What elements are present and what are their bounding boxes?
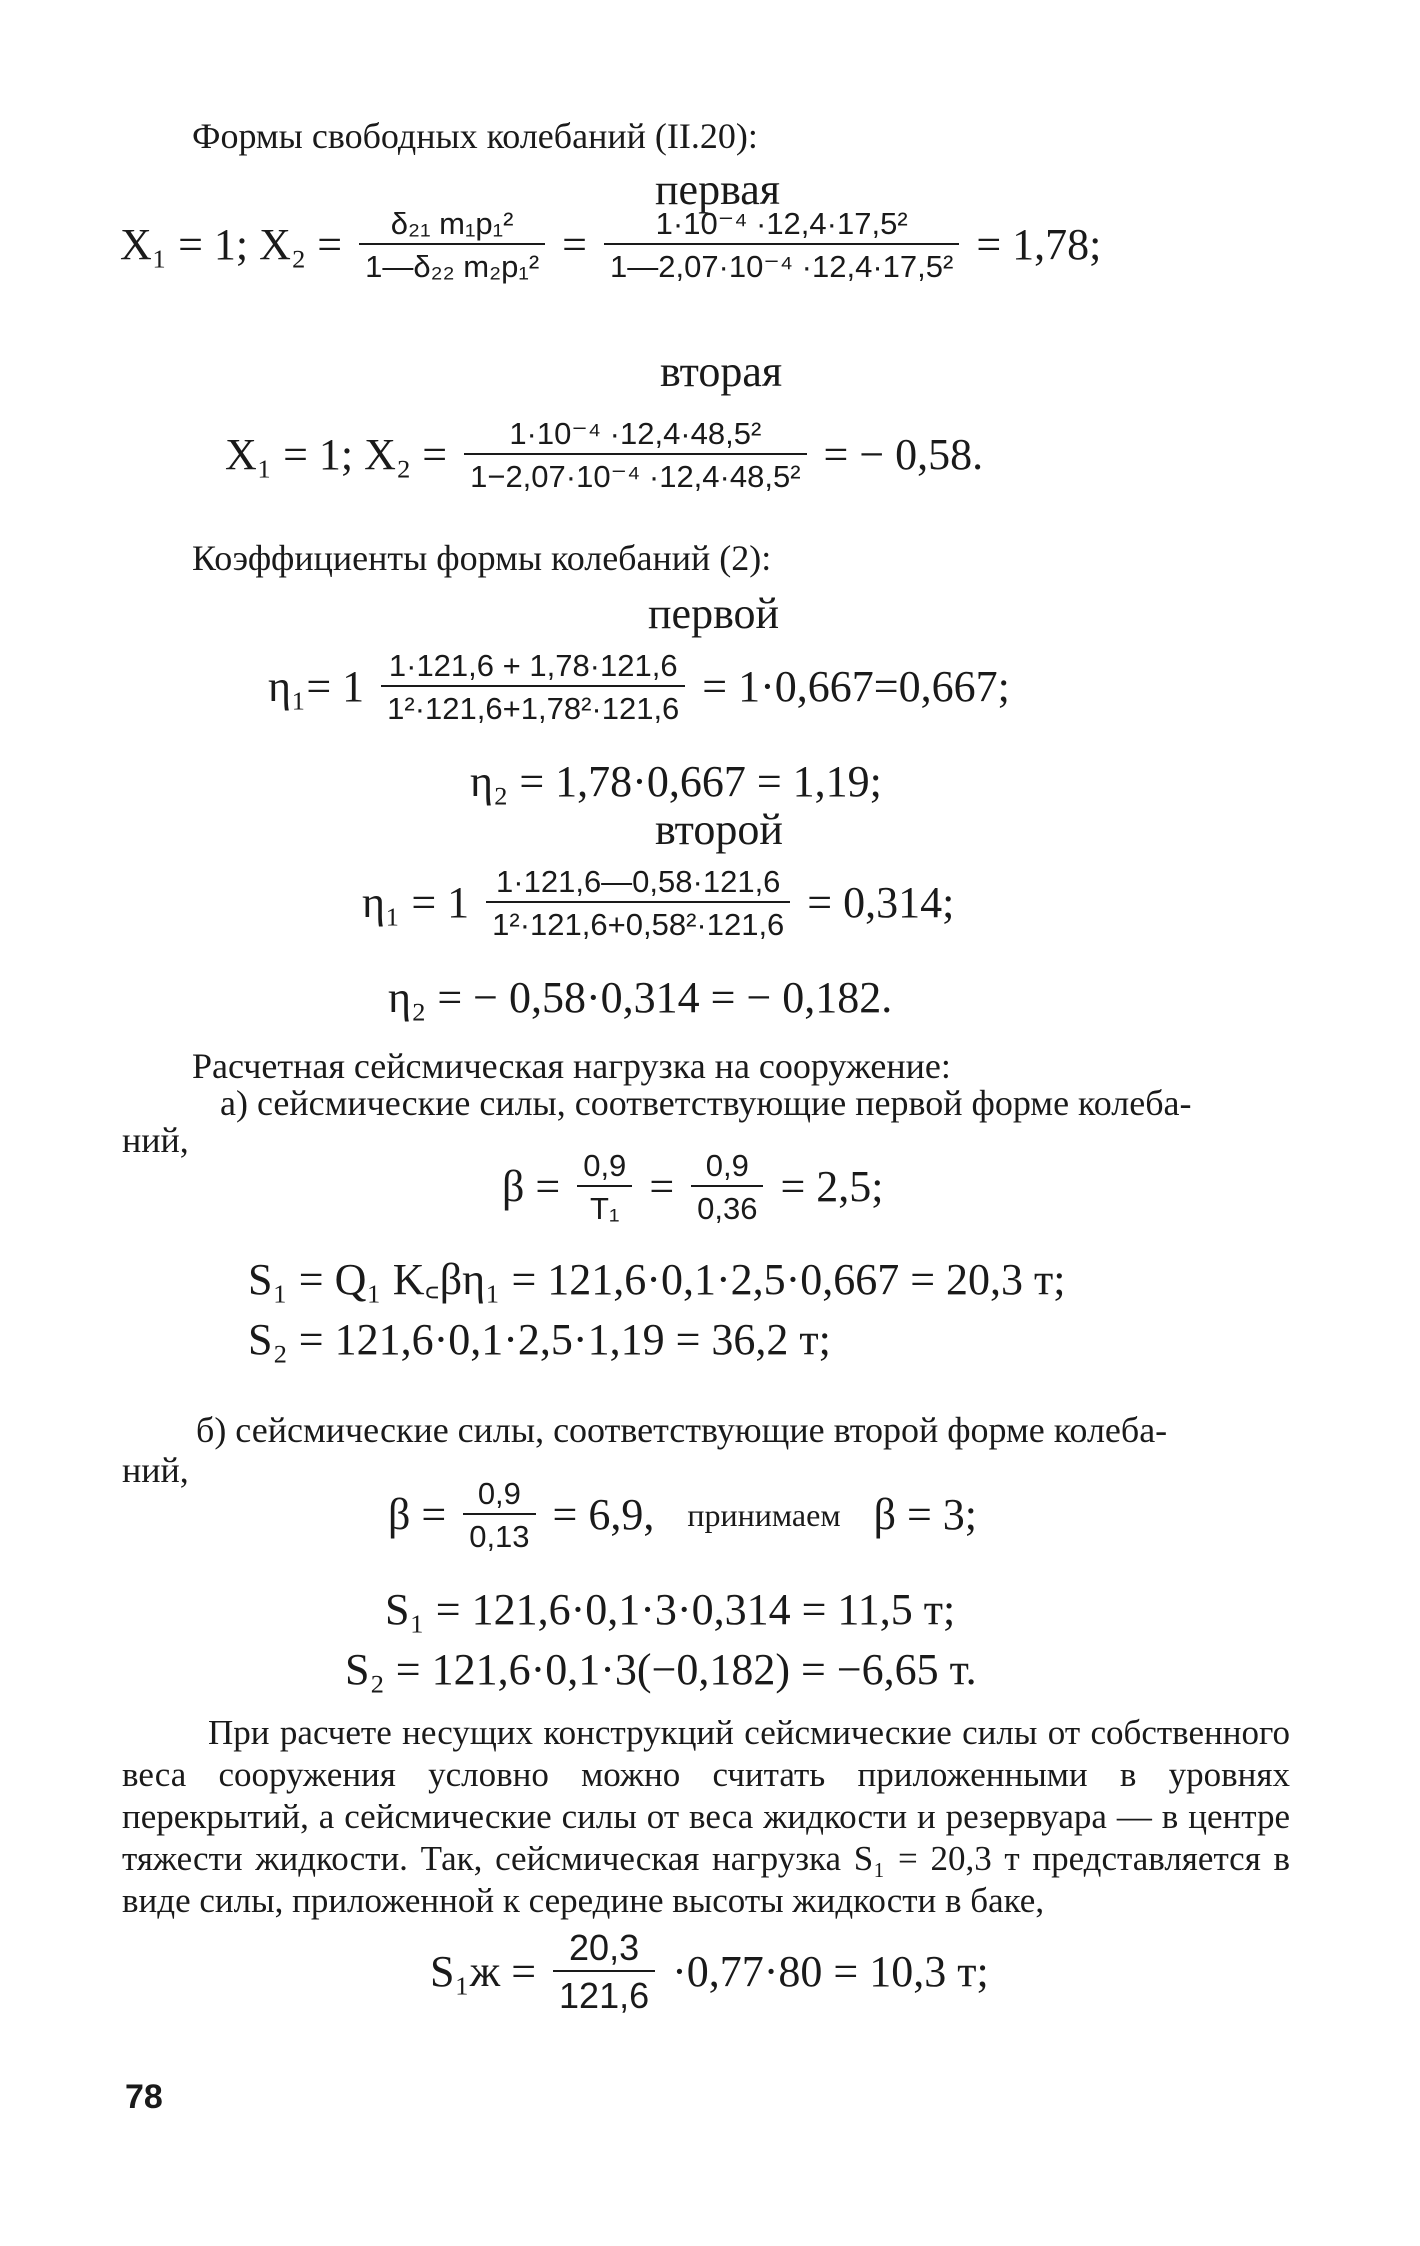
fraction: [464, 418, 806, 492]
equation-result: = − 0,58.: [823, 430, 984, 479]
fraction: [359, 208, 545, 282]
numerator: 1·121,6—0,58·121,6: [486, 866, 790, 903]
numerator: δ₂₁ m₁p₁²: [359, 208, 545, 245]
equation-s1-b: S₁ = 121,6·0,1·3·0,314 = 11,5 т;: [385, 1585, 956, 1634]
fraction: [463, 1478, 535, 1552]
equation-s2-a: S₂ = 121,6·0,1·2,5·1,19 = 36,2 т;: [248, 1315, 831, 1364]
equation-lhs: X₁ = 1; X₂ =: [120, 220, 343, 269]
denominator: 1—2,07·10⁻⁴ ·12,4·17,5²: [609, 249, 954, 284]
heading-second-coeff: второй: [655, 805, 783, 854]
seismic-load-heading: Расчетная сейсмическая нагрузка на сооружение:: [192, 1046, 951, 1086]
numerator: 0,9: [577, 1150, 632, 1187]
equation-beta-b: [388, 1478, 977, 1552]
equation-eta1-first: [268, 650, 1010, 724]
equation-eta2-second: η₂ = − 0,58·0,314 = − 0,182.: [388, 973, 893, 1022]
fraction: [486, 866, 790, 940]
equals-sign: =: [562, 220, 587, 269]
fraction: [553, 1927, 655, 2016]
numerator: 1·10⁻⁴ ·12,4·17,5²: [604, 208, 959, 245]
numerator: 0,9: [691, 1150, 763, 1187]
explanatory-paragraph: При расчете несущих конструкций сейсмические силы от собственного веса сооружения условно можно считать приложенными в уровнях перекрытий, а сейсмические силы от веса жидкости и резервуара — в центре тяжести жидкости. Так, сейсмическая нагрузка S₁ = 20,3 т представляется в виде силы, приложенной к середине высоты жидкости в баке,: [122, 1713, 1290, 1920]
equation-eta1-second: [362, 866, 954, 940]
fraction: [577, 1150, 632, 1224]
equation-lhs: S₁ж =: [430, 1947, 537, 1996]
heading-second-form: вторая: [660, 347, 783, 396]
fraction: [381, 650, 685, 724]
numerator: 1·10⁻⁴ ·12,4·48,5²: [464, 418, 806, 455]
equation-s1-liquid: [430, 1927, 989, 2016]
equation-result: = 1·0,667=0,667;: [702, 662, 1010, 711]
equation-lhs: η₁= 1: [268, 662, 365, 711]
equals-sign: =: [649, 1162, 675, 1211]
denominator: 0,13: [469, 1519, 530, 1554]
denominator: 1²·121,6+0,58²·121,6: [492, 907, 785, 942]
denominator: 1²·121,6+1,78²·121,6: [387, 691, 680, 726]
equation-x-first-form: [120, 208, 1101, 282]
numerator: 1·121,6 + 1,78·121,6: [381, 650, 685, 687]
equation-s2-b: S₂ = 121,6·0,1·3(−0,182) = −6,65 т.: [345, 1645, 977, 1694]
equation-result: ·0,77·80 = 10,3 т;: [672, 1947, 989, 1996]
equation-lhs: β =: [502, 1162, 561, 1211]
item-b-continuation: ний,: [122, 1450, 189, 1490]
equation-lhs: η₁ = 1: [362, 878, 470, 927]
equation-result: = 1,78;: [976, 220, 1102, 269]
equation-lhs: X₁ = 1; X₂ =: [225, 430, 448, 479]
equation-lhs: β =: [388, 1490, 447, 1539]
equation-beta-a: [502, 1150, 884, 1224]
intro-free-vibration-forms: Формы свободных колебаний (II.20):: [192, 116, 758, 156]
numerator: 0,9: [463, 1478, 535, 1515]
intro-vibration-coefficients: Коэффициенты формы колебаний (2):: [192, 538, 772, 578]
denominator: 1—δ₂₂ m₂p₁²: [365, 249, 540, 284]
heading-first-coeff: первой: [648, 589, 780, 638]
item-a-text: а) сейсмические силы, соответствующие первой форме колеба-: [220, 1083, 1192, 1123]
equation-x-second-form: [225, 418, 983, 492]
fraction: [691, 1150, 763, 1224]
equation-eta2-first: η₂ = 1,78·0,667 = 1,19;: [470, 757, 882, 806]
denominator: 121,6: [559, 1975, 650, 2016]
heading-first-form: первая: [655, 165, 781, 214]
page-number: 78: [125, 2078, 163, 2116]
denominator: 1−2,07·10⁻⁴ ·12,4·48,5²: [470, 459, 801, 494]
equation-s1-a: S₁ = Q₁ K꜀βη₁ = 121,6·0,1·2,5·0,667 = 20,3 т;: [248, 1255, 1066, 1304]
item-a-continuation: ний,: [122, 1120, 189, 1160]
equation-tail: β = 3;: [873, 1490, 977, 1539]
numerator: 20,3: [553, 1930, 655, 1972]
item-b-text: б) сейсмические силы, соответствующие второй форме колеба-: [196, 1410, 1168, 1450]
equation-result: = 0,314;: [807, 878, 955, 927]
accepted-label: принимаем: [687, 1497, 841, 1533]
denominator: T₁: [590, 1191, 620, 1226]
denominator: 0,36: [697, 1191, 758, 1226]
equation-result: = 2,5;: [780, 1162, 884, 1211]
fraction: [604, 208, 959, 282]
equation-result: = 6,9,: [552, 1490, 655, 1539]
